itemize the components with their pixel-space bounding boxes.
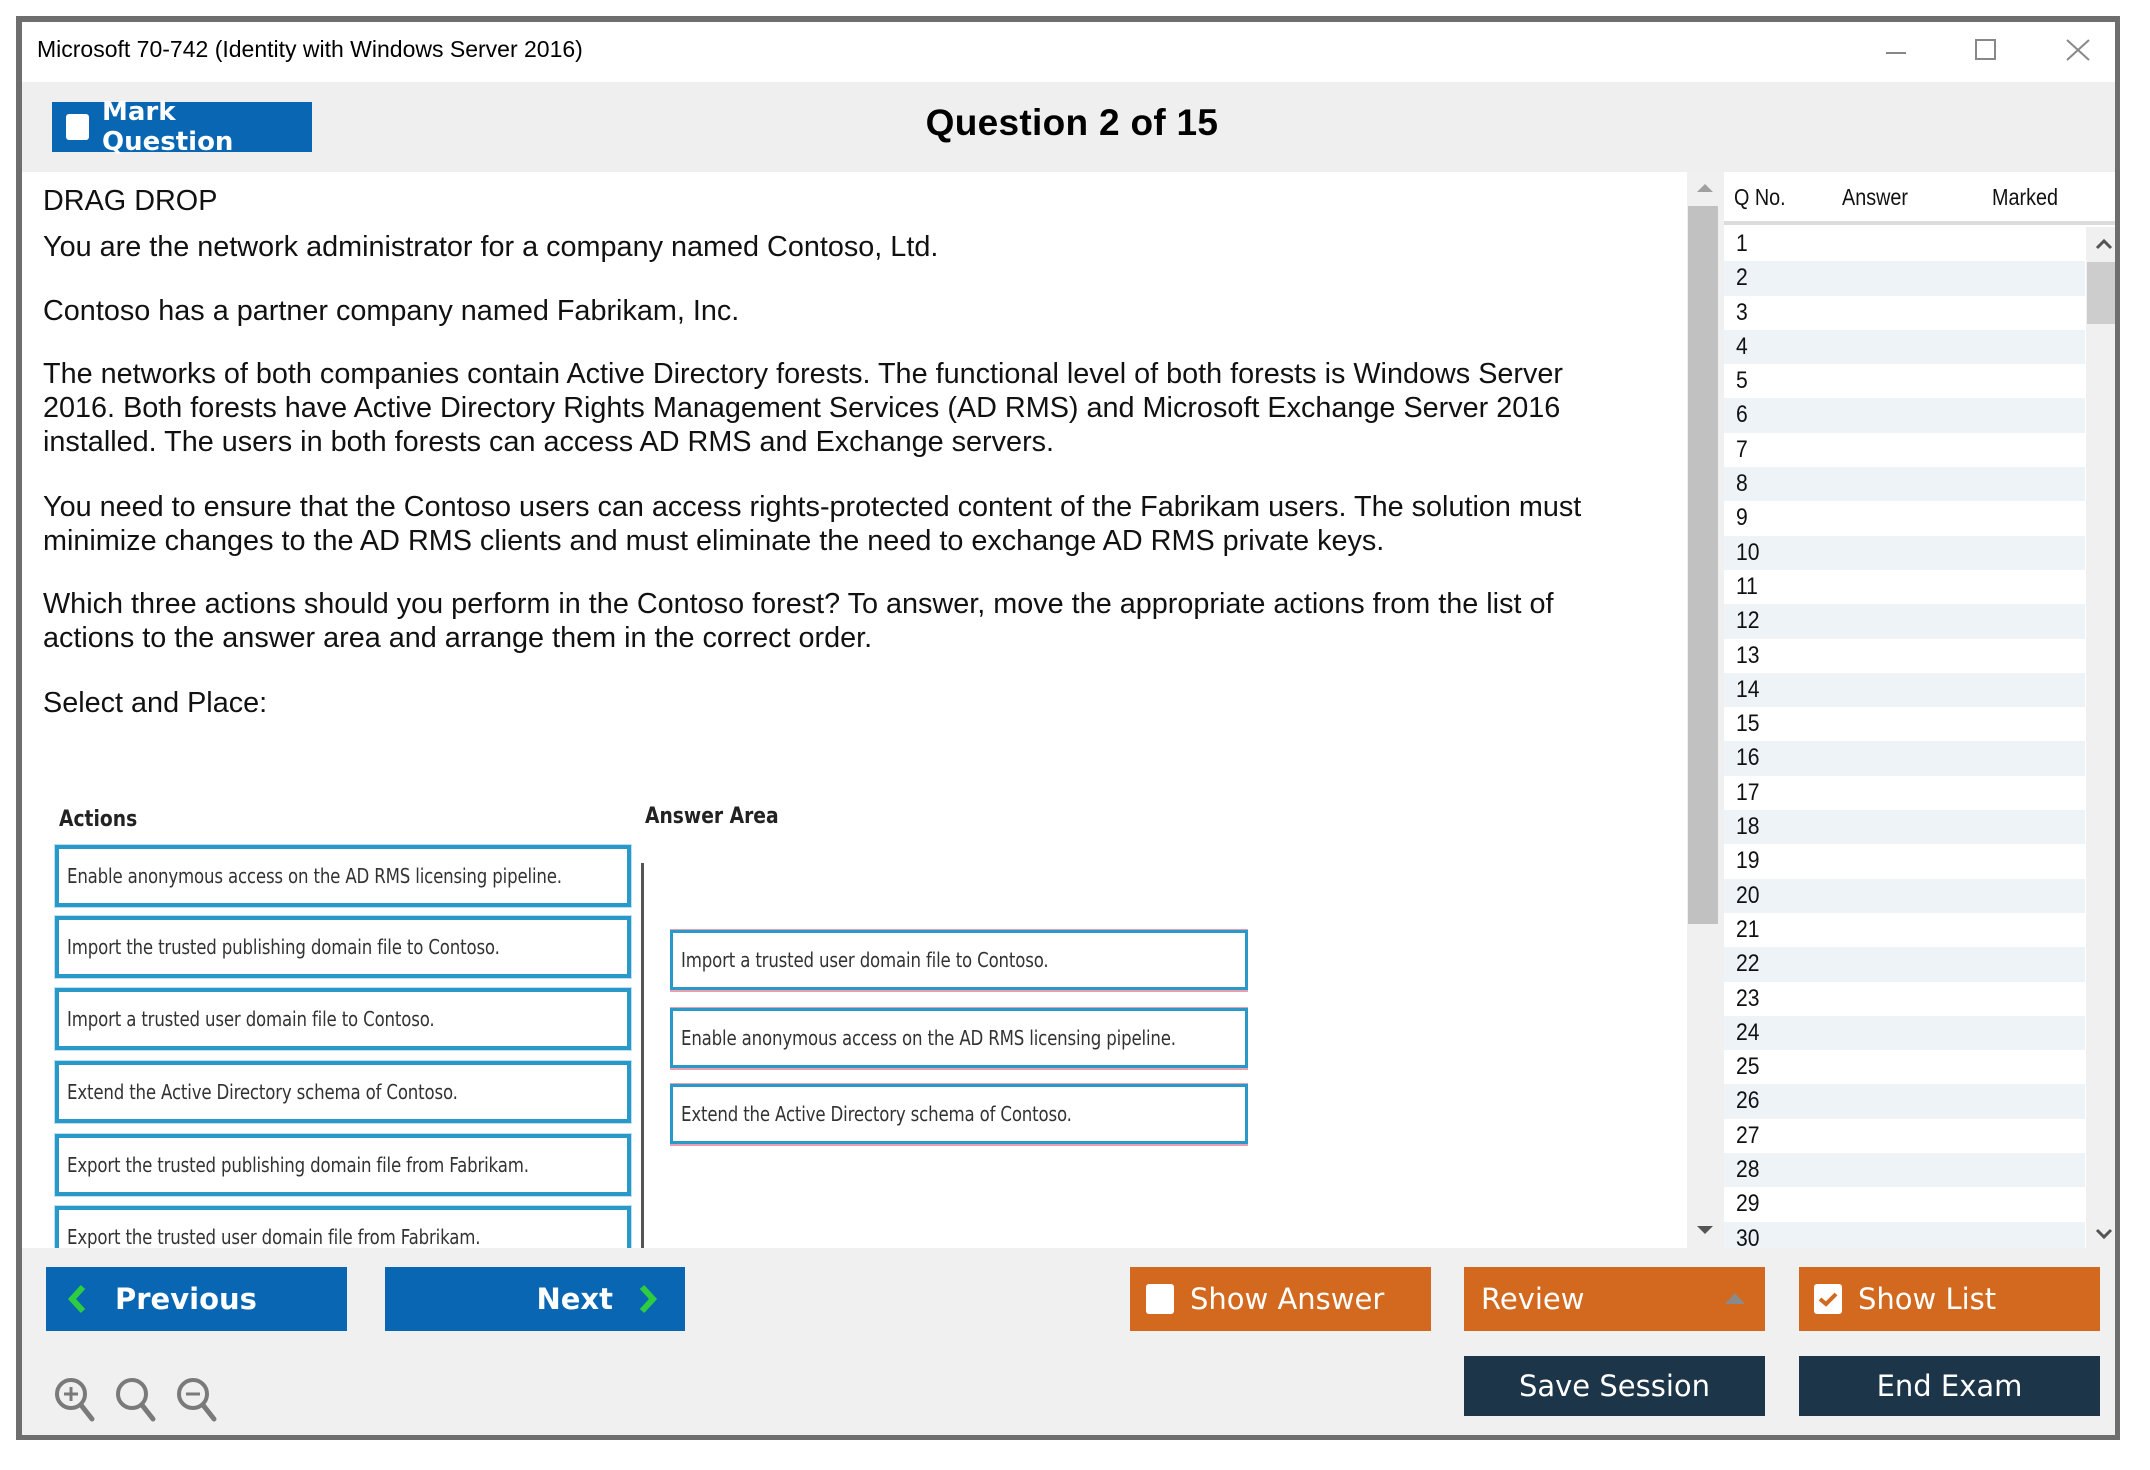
question-paragraph-line: 2016. Both forests have Active Directory Rights Management Services (AD RMS) and Microsoft Exchange Server 2016 [43,392,1561,424]
question-list-row[interactable] [1724,639,2085,673]
question-number: 5 [1736,367,1748,395]
show-list-button[interactable] [1799,1267,2100,1331]
checkmark-icon [1818,1291,1838,1307]
show-list-checkbox[interactable] [1814,1284,1842,1314]
action-item[interactable]: Extend the Active Directory schema of Contoso. [55,1061,631,1123]
maximize-button[interactable] [1956,22,2016,82]
window-title: Microsoft 70-742 (Identity with Windows Server 2016) [37,36,583,62]
question-number: 12 [1736,607,1760,635]
zoom-out-icon[interactable] [174,1375,218,1425]
show-answer-checkbox[interactable] [1146,1284,1174,1314]
question-list-rows [1724,227,2085,1248]
question-list-row[interactable] [1724,707,2085,741]
question-number: 29 [1736,1190,1760,1218]
question-list-row[interactable] [1724,947,2085,981]
zoom-reset-icon[interactable] [113,1375,157,1425]
question-number: 25 [1736,1053,1760,1081]
question-number: 16 [1736,744,1760,772]
question-number: 2 [1736,264,1748,292]
question-number: 15 [1736,710,1760,738]
question-list-header [1724,172,2120,225]
show-list-label: Show List [1858,1282,1997,1316]
question-number: 30 [1736,1224,1760,1248]
action-item[interactable]: Enable anonymous access on the AD RMS licensing pipeline. [55,845,631,907]
close-button[interactable] [2047,22,2107,82]
question-number: 19 [1736,847,1760,875]
question-number: 24 [1736,1018,1760,1046]
previous-button[interactable] [46,1267,347,1331]
question-list-row[interactable] [1724,810,2085,844]
column-header-qno[interactable]: Q No. [1734,184,1786,210]
action-item[interactable]: Export the trusted publishing domain file from Fabrikam. [55,1134,631,1196]
question-number: 14 [1736,675,1760,703]
minimize-icon [1866,22,1926,82]
question-list-row[interactable] [1724,1084,2085,1118]
question-list-row[interactable] [1724,879,2085,913]
review-button[interactable] [1464,1267,1765,1331]
question-number: 22 [1736,950,1760,978]
question-list-row[interactable] [1724,1016,2085,1050]
question-list-row[interactable] [1724,1222,2085,1248]
question-number: 3 [1736,298,1748,326]
app-window [16,16,2120,1440]
column-header-marked[interactable]: Marked [1992,184,2058,210]
answer-item[interactable]: Import a trusted user domain file to Contoso. [670,930,1248,990]
question-list-row[interactable] [1724,1050,2085,1084]
question-list-row[interactable] [1724,364,2085,398]
question-number: 18 [1736,813,1760,841]
question-number: 7 [1736,435,1748,463]
actions-heading: Actions [59,807,138,832]
question-list-row[interactable] [1724,330,2085,364]
content-scrollbar-thumb[interactable] [1688,206,1718,924]
question-list-row[interactable] [1724,398,2085,432]
question-number: 21 [1736,915,1760,943]
question-list-row[interactable] [1724,227,2085,261]
question-number: 10 [1736,538,1760,566]
question-number: 23 [1736,984,1760,1012]
question-number: 28 [1736,1156,1760,1184]
question-list-row[interactable] [1724,1187,2085,1221]
question-paragraph-line: actions to the answer area and arrange them in the correct order. [43,622,873,654]
review-label: Review [1481,1282,1585,1316]
scroll-down-arrow-icon[interactable] [1695,1224,1715,1236]
content-scrollbar[interactable] [1687,172,1724,1248]
question-list-row[interactable] [1724,467,2085,501]
question-number: 9 [1736,504,1748,532]
question-paragraph-line: You need to ensure that the Contoso users can access rights-protected content of the Fabrikam users. The solution must [43,491,1582,523]
question-list-row[interactable] [1724,1119,2085,1153]
question-counter: Question 2 of 15 [925,102,1219,143]
question-list-row[interactable] [1724,913,2085,947]
question-list-panel [1724,172,2120,1248]
question-list-row[interactable] [1724,296,2085,330]
question-list-row[interactable] [1724,1153,2085,1187]
minimize-button[interactable] [1866,22,1926,82]
question-paragraph-line: The networks of both companies contain Active Directory forests. The functional level of both forests is Windows Server [43,358,1564,390]
question-number: 27 [1736,1121,1760,1149]
question-paragraph: You are the network administrator for a company named Contoso, Ltd. [43,231,939,263]
chevron-left-icon [66,1284,88,1314]
save-session-button[interactable] [1464,1356,1765,1416]
save-session-label: Save Session [1518,1369,1711,1403]
show-answer-label: Show Answer [1190,1282,1385,1316]
question-number: 11 [1736,572,1758,600]
drag-drop-exhibit [22,172,1687,1248]
next-label: Next [536,1282,613,1316]
action-item[interactable]: Import a trusted user domain file to Contoso. [55,988,631,1050]
title-bar [22,22,2120,82]
question-list-row[interactable] [1724,844,2085,878]
question-list-row[interactable] [1724,501,2085,535]
mark-question-label: Mark Question [102,97,234,157]
question-number: 17 [1736,778,1760,806]
question-paragraph: Contoso has a partner company named Fabrikam, Inc. [43,295,740,327]
answer-item[interactable]: Enable anonymous access on the AD RMS licensing pipeline. [670,1008,1248,1068]
question-type: DRAG DROP [43,185,218,217]
show-answer-button[interactable] [1130,1267,1431,1331]
question-number: 26 [1736,1087,1760,1115]
question-paragraph-line: minimize changes to the AD RMS clients and must eliminate the need to exchange AD RMS private keys. [43,525,1385,557]
question-list-row[interactable] [1724,536,2085,570]
list-scroll-down-icon[interactable] [2094,1227,2114,1241]
question-list-row[interactable] [1724,982,2085,1016]
list-scroll-up-icon[interactable] [2094,237,2114,251]
answer-area-heading: Answer Area [645,804,779,829]
zoom-in-icon[interactable] [52,1375,96,1425]
question-content [22,172,1687,1248]
action-item[interactable]: Import the trusted publishing domain file to Contoso. [55,916,631,978]
previous-label: Previous [115,1282,257,1316]
question-number: 6 [1736,401,1748,429]
answer-item[interactable]: Extend the Active Directory schema of Contoso. [670,1084,1248,1144]
next-button[interactable] [385,1267,685,1331]
question-list-scrollbar-thumb[interactable] [2087,262,2118,324]
action-item[interactable]: Export the trusted user domain file from Fabrikam. [55,1206,631,1248]
question-number: 13 [1736,641,1760,669]
question-number: 20 [1736,881,1760,909]
question-number: 1 [1736,230,1748,257]
maximize-icon [1956,22,2016,82]
question-list-row[interactable] [1724,570,2085,604]
question-number: 4 [1736,332,1748,360]
question-list-row[interactable] [1724,433,2085,467]
question-list-row[interactable] [1724,604,2085,638]
chevron-right-icon [637,1284,659,1314]
review-dropdown-arrow-icon [1724,1291,1746,1305]
question-toolbar [22,82,2120,172]
question-list-scrollbar[interactable] [2086,227,2120,1248]
question-paragraph-line: installed. The users in both forests can access AD RMS and Exchange servers. [43,426,1055,458]
question-paragraph-line: Which three actions should you perform in the Contoso forest? To answer, move the appropriate actions from the list of [43,588,1554,620]
end-exam-button[interactable] [1799,1356,2100,1416]
question-paragraph: Select and Place: [43,687,268,719]
question-list-row[interactable] [1724,261,2085,295]
answer-area-divider [641,863,644,1248]
end-exam-label: End Exam [1876,1369,2023,1403]
close-icon [2047,22,2107,82]
question-number: 8 [1736,470,1748,498]
question-list-row[interactable] [1724,741,2085,775]
question-list-row[interactable] [1724,673,2085,707]
column-header-answer[interactable]: Answer [1842,184,1908,210]
scroll-up-arrow-icon[interactable] [1695,182,1715,194]
question-list-row[interactable] [1724,776,2085,810]
